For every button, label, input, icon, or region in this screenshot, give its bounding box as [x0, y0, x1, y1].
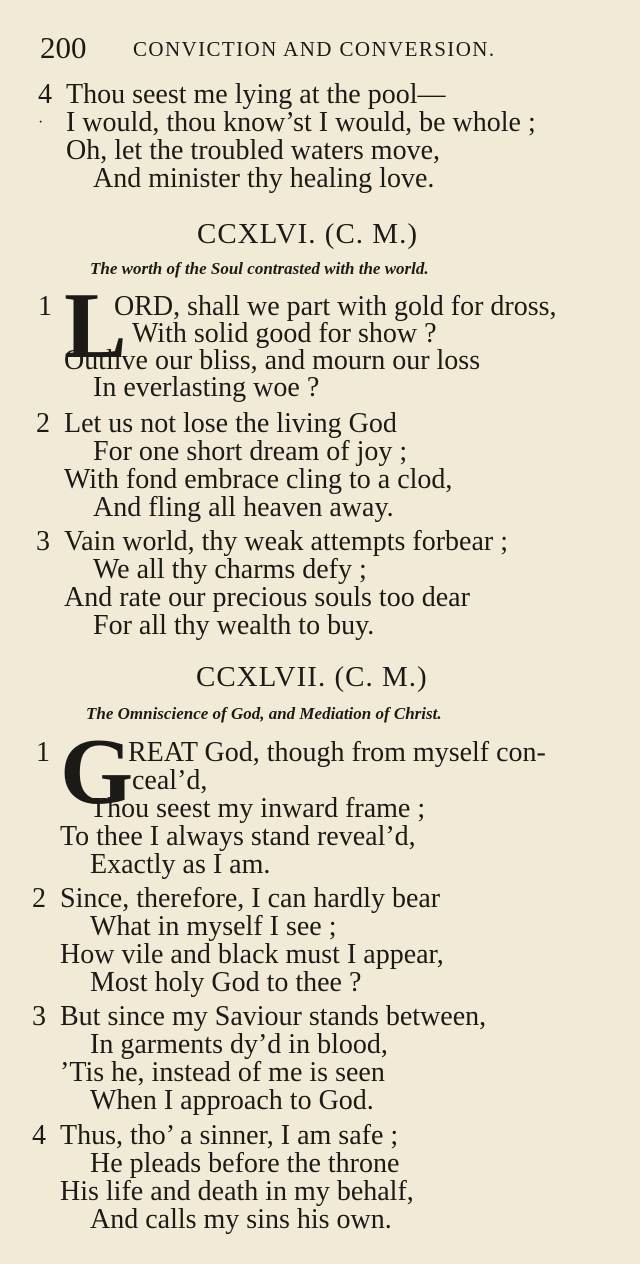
page-number: 200: [40, 30, 87, 65]
verse-line: Let us not lose the living God: [64, 408, 397, 439]
stanza-number: 4: [32, 1120, 46, 1151]
verse-line: For all thy wealth to buy.: [93, 610, 375, 641]
verse-line: When I approach to God.: [90, 1085, 374, 1116]
verse-line: Since, therefore, I can hardly bear: [60, 883, 441, 914]
verse-line: And calls my sins his own.: [90, 1204, 392, 1235]
stanza-number: 3: [36, 526, 50, 557]
verse-line: We all thy charms defy ;: [93, 554, 367, 585]
verse-line: What in myself I see ;: [90, 911, 337, 942]
verse-line: His life and death in my behalf,: [60, 1176, 414, 1207]
hymn-title: CCXLVI. (C. M.): [197, 218, 418, 250]
verse-line: With fond embrace cling to a clod,: [64, 464, 453, 495]
verse-line: And minister thy healing love.: [93, 163, 435, 194]
verse-line: And fling all heaven away.: [93, 492, 394, 523]
verse-line: And rate our precious souls too dear: [64, 582, 470, 613]
verse-line: ORD, shall we part with gold for dross,: [114, 291, 557, 322]
drop-cap: G: [60, 720, 134, 824]
verse-line: In everlasting woe ?: [93, 372, 320, 403]
stanza-number: 2: [32, 883, 46, 914]
verse-line: In garments dy’d in blood,: [90, 1029, 388, 1060]
stanza-number: 3: [32, 1001, 46, 1032]
stanza-number: 2: [36, 408, 50, 439]
verse-line: He pleads before the throne: [90, 1148, 400, 1179]
stanza-number: 1: [38, 291, 52, 322]
hymn-subtitle: The worth of the Soul contrasted with the world.: [90, 259, 429, 278]
page-header: [40, 30, 630, 66]
verse-line: Outlive our bliss, and mourn our loss: [64, 345, 481, 376]
verse-line: Exactly as I am.: [90, 849, 271, 880]
drop-cap: L: [64, 274, 127, 378]
stray-mark: ·: [38, 114, 44, 131]
hymn-title: CCXLVII. (C. M.): [196, 661, 428, 693]
verse-line: ceal’d,: [132, 765, 208, 796]
verse-line: Vain world, thy weak attempts forbear ;: [64, 526, 508, 557]
verse-line: But since my Saviour stands between,: [60, 1001, 487, 1032]
running-title: CONVICTION AND CONVERSION.: [133, 37, 496, 61]
verse-line: Thou seest my inward frame ;: [90, 793, 426, 824]
verse-line: How vile and black must I appear,: [60, 939, 444, 970]
verse-line: Most holy God to thee ?: [90, 967, 362, 998]
verse-line: REAT God, though from myself con-: [128, 737, 546, 768]
verse-line: Thus, tho’ a sinner, I am safe ;: [60, 1120, 399, 1151]
verse-line: Oh, let the troubled waters move,: [66, 135, 441, 166]
verse-line: Thou seest me lying at the pool—: [66, 79, 446, 110]
stanza-number: 4: [38, 79, 52, 110]
verse-line: With solid good for show ?: [132, 318, 437, 349]
verse-line: To thee I always stand reveal’d,: [60, 821, 416, 852]
verse-line: ’Tis he, instead of me is seen: [60, 1057, 385, 1088]
verse-line: For one short dream of joy ;: [93, 436, 408, 467]
hymn-subtitle: The Omniscience of God, and Mediation of Christ.: [86, 704, 442, 723]
verse-line: I would, thou know’st I would, be whole ;: [66, 107, 536, 138]
stanza-number: 1: [36, 737, 50, 768]
